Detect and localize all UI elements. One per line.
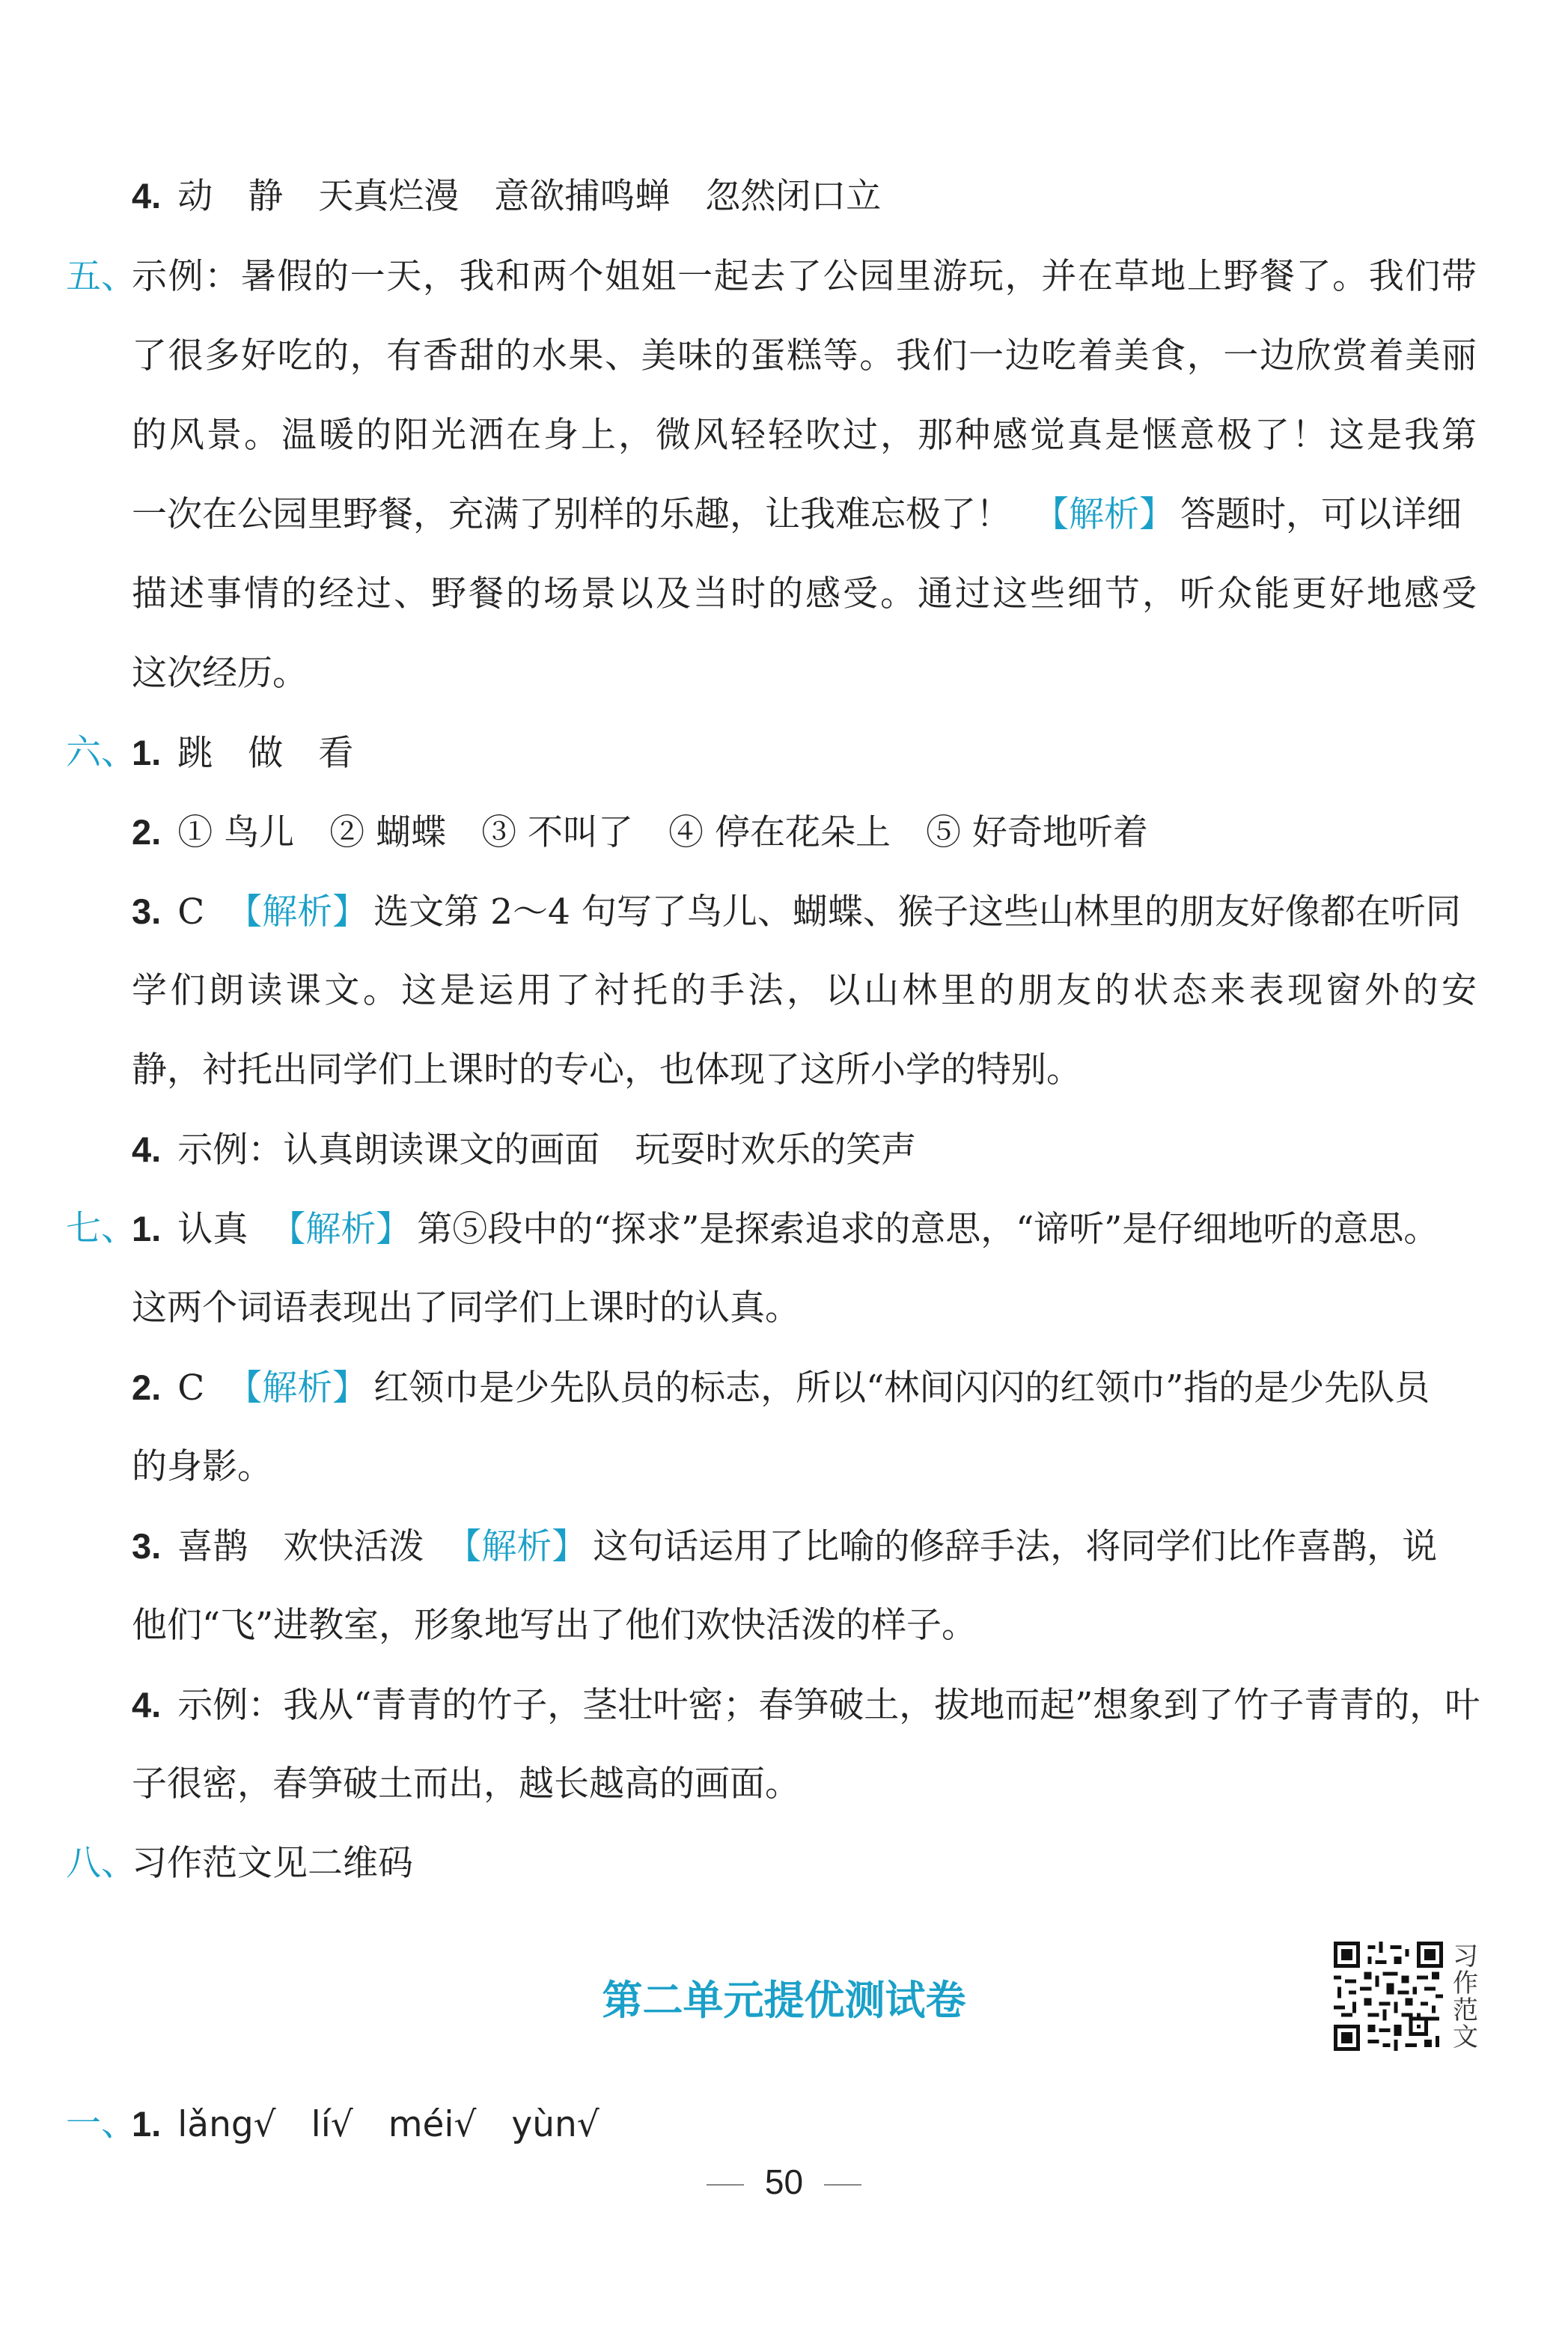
page-number-text: 50 xyxy=(764,2162,804,2201)
answer-text: 这两个词语表现出了同学们上课时的认真。 xyxy=(132,1287,800,1329)
section-marker: 六、 xyxy=(66,732,136,773)
qr-label: 习作范文 xyxy=(1453,1942,1478,2052)
item-number: 1. xyxy=(132,1209,162,1248)
answer-text: 示例：暑假的一天，我和两个姐姐一起去了公园里游玩，并在草地上野餐了。我们带 xyxy=(132,256,1477,297)
answer-text: C xyxy=(177,1367,205,1409)
answer-text: 描述事情的经过、野餐的场景以及当时的感受。通过这些细节，听众能更好地感受 xyxy=(132,573,1477,615)
pinyin-text: lǎng√ lí√ méi√ yùn√ xyxy=(177,2104,600,2145)
section-marker: 七、 xyxy=(66,1208,136,1249)
divider xyxy=(824,2184,861,2186)
analysis-tag: 【解析】 xyxy=(227,1367,368,1409)
item-number: 2. xyxy=(132,1367,162,1407)
divider xyxy=(707,2184,744,2186)
item-number: 4. xyxy=(132,1685,162,1725)
answer-text: C xyxy=(177,891,205,933)
analysis-text: 这句话运用了比喻的修辞手法，将同学们比作喜鹊，说 xyxy=(593,1526,1438,1567)
qr-code-icon[interactable] xyxy=(1334,1942,1443,2051)
answer-text: 他们“飞”进教室，形象地写出了他们欢快活泼的样子。 xyxy=(132,1605,977,1646)
item-number: 4. xyxy=(132,176,162,216)
analysis-tag: 【解析】 xyxy=(227,891,368,933)
item-number: 1. xyxy=(132,733,162,772)
answer-text: 示例：我从“青青的竹子，茎壮叶密；春笋破土，拔地而起”想象到了竹子青青的，叶 xyxy=(177,1685,1480,1726)
answer-text: 动 静 天真烂漫 意欲捕鸣蝉 忽然闭口立 xyxy=(177,176,882,217)
item-number: 3. xyxy=(132,1526,162,1566)
answer-text: 了很多好吃的，有香甜的水果、美味的蛋糕等。我们一边吃着美食，一边欣赏着美丽 xyxy=(132,335,1477,376)
item-number: 2. xyxy=(132,812,162,852)
answer-text: 子很密，春笋破土而出，越长越高的画面。 xyxy=(132,1763,800,1805)
answer-text: ① 鸟儿 ② 蝴蝶 ③ 不叫了 ④ 停在花朵上 ⑤ 好奇地听着 xyxy=(177,812,1148,853)
analysis-text: 答题时，可以详细 xyxy=(1180,494,1462,535)
analysis-tag: 【解析】 xyxy=(446,1526,588,1567)
answer-text: 学们朗读课文。这是运用了衬托的手法，以山林里的朋友的状态来表现窗外的安 xyxy=(132,970,1477,1011)
section-marker: 五、 xyxy=(66,256,136,297)
answer-text: 的风景。温暖的阳光洒在身上，微风轻轻吹过，那种感觉真是惬意极了！这是我第 xyxy=(132,415,1477,456)
answer-text: 这次经历。 xyxy=(132,653,308,694)
answer-text: 的身影。 xyxy=(132,1446,272,1487)
answer-text: 喜鹊 欢快活泼 xyxy=(177,1526,424,1567)
answer-text: 认真 xyxy=(177,1209,248,1250)
section-marker: 一、 xyxy=(66,2103,136,2144)
analysis-tag: 【解析】 xyxy=(270,1209,412,1250)
answer-text: 静，衬托出同学们上课时的专心，也体现了这所小学的特别。 xyxy=(132,1049,1082,1091)
section-marker: 八、 xyxy=(66,1843,136,1884)
analysis-text: 红领巾是少先队员的标志，所以“林间闪闪的红领巾”指的是少先队员 xyxy=(373,1367,1430,1409)
unit-title: 第二单元提优测试卷 xyxy=(602,1977,966,2024)
answer-text: 示例：认真朗读课文的画面 玩耍时欢乐的笑声 xyxy=(177,1129,917,1171)
analysis-tag: 【解析】 xyxy=(1034,494,1174,535)
page-number xyxy=(0,2162,1568,2202)
answer-text: 一次在公园里野餐，充满了别样的乐趣，让我难忘极了！ xyxy=(132,494,1011,535)
analysis-text: 选文第 2～4 句写了鸟儿、蝴蝶、猴子这些山林里的朋友好像都在听同 xyxy=(373,891,1461,933)
item-number: 1. xyxy=(132,2104,162,2144)
analysis-text: 第⑤段中的“探求”是探索追求的意思，“谛听”是仔细地听的意思。 xyxy=(417,1209,1439,1250)
answer-text: 习作范文见二维码 xyxy=(132,1843,413,1884)
item-number: 4. xyxy=(132,1129,162,1169)
item-number: 3. xyxy=(132,891,162,931)
answer-text: 跳 做 看 xyxy=(177,733,354,774)
